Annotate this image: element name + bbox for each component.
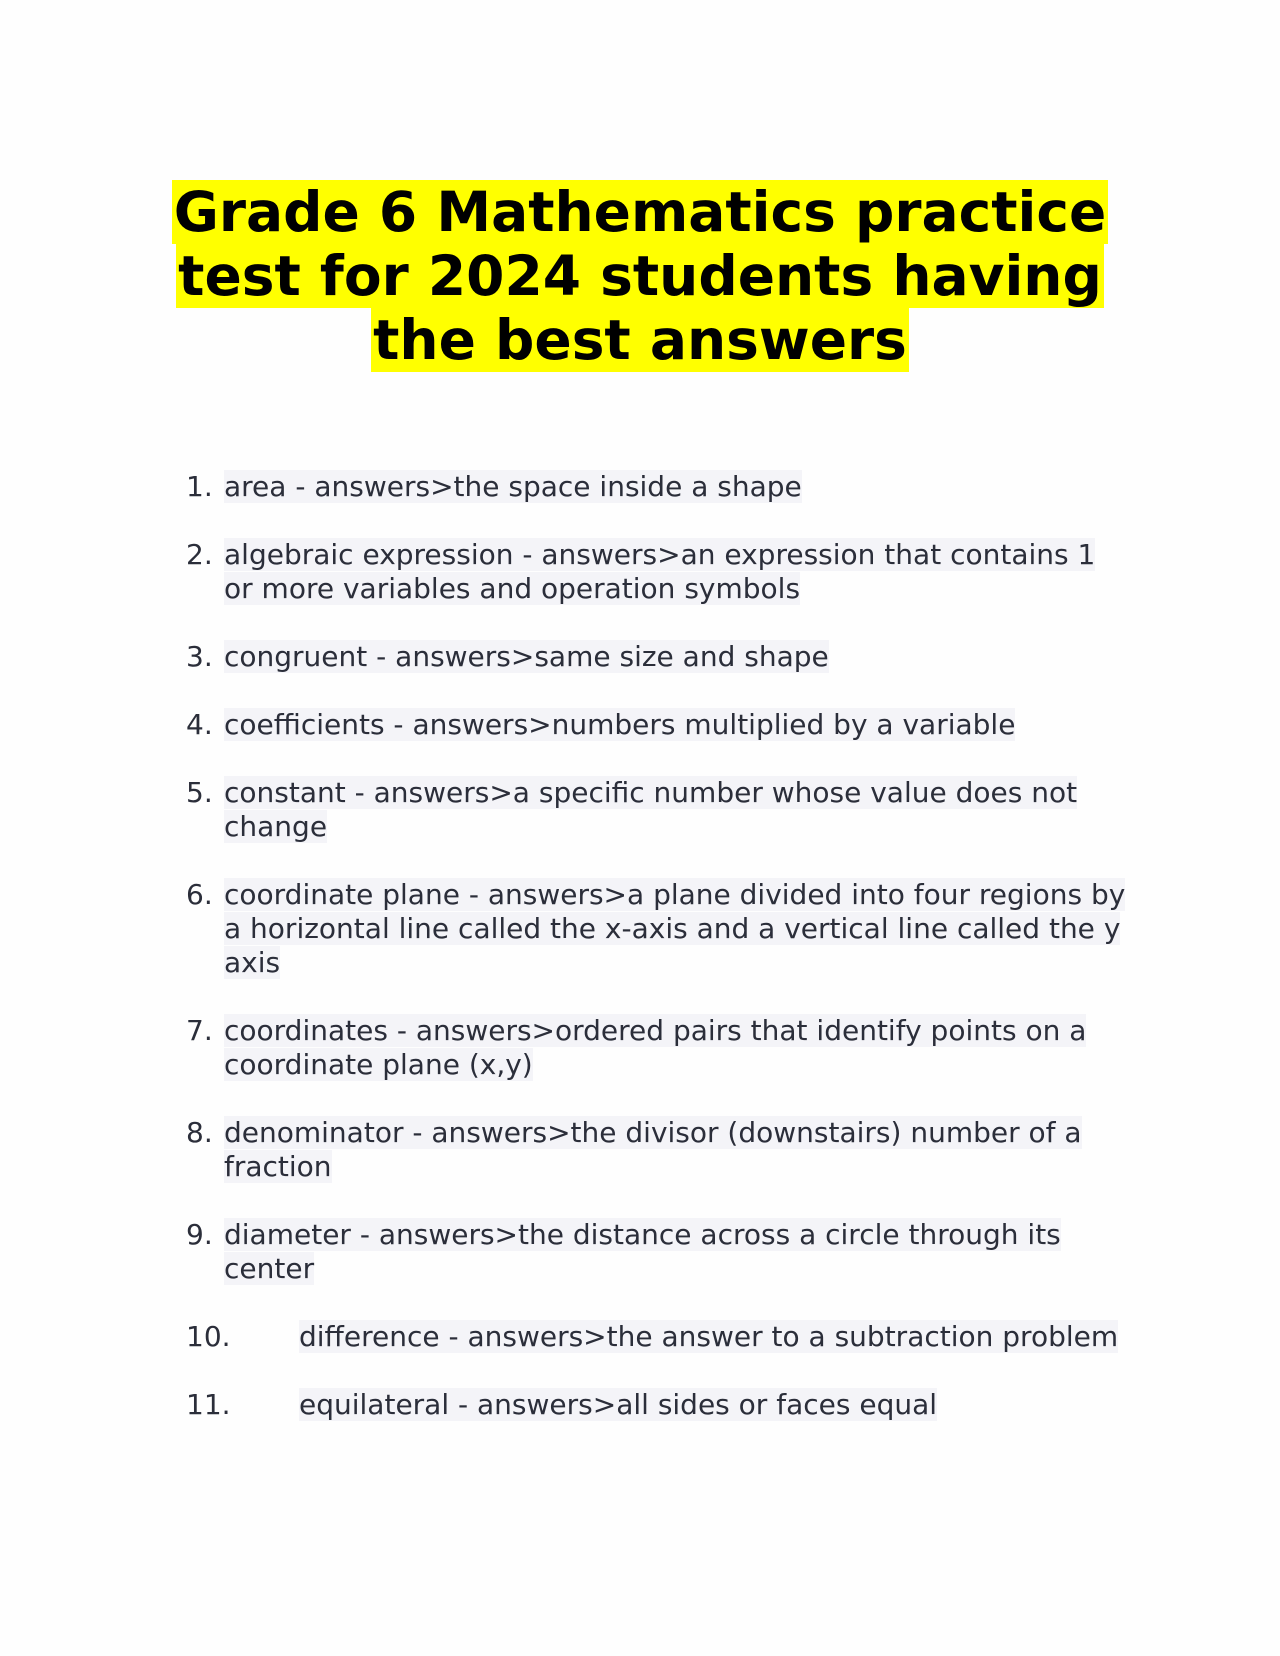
list-item bbox=[186, 640, 1126, 674]
item-text: area - answers>the space inside a shape bbox=[224, 470, 802, 503]
item-number: 7. bbox=[186, 1014, 213, 1047]
item-text: algebraic expression - answers>an expression that contains 1 or more variables and operation symbols bbox=[224, 538, 1096, 605]
item-text: diameter - answers>the distance across a circle through its center bbox=[224, 1218, 1061, 1285]
list-item bbox=[186, 878, 1126, 980]
document-title bbox=[150, 180, 1130, 372]
item-number: 1. bbox=[186, 470, 213, 503]
list-item bbox=[186, 1320, 1126, 1354]
item-text: difference - answers>the answer to a subtraction problem bbox=[299, 1320, 1119, 1353]
item-number: 10. bbox=[186, 1320, 231, 1353]
list-item bbox=[186, 776, 1126, 844]
item-number: 11. bbox=[186, 1388, 231, 1421]
item-text: congruent - answers>same size and shape bbox=[224, 640, 829, 673]
item-number: 9. bbox=[186, 1218, 213, 1251]
item-number: 8. bbox=[186, 1116, 213, 1149]
glossary-list bbox=[186, 470, 1126, 1456]
item-text: denominator - answers>the divisor (downstairs) number of a fraction bbox=[224, 1116, 1082, 1183]
list-item bbox=[186, 1218, 1126, 1286]
item-text: coordinate plane - answers>a plane divided into four regions by a horizontal line called the x-axis and a vertical line called the y axis bbox=[224, 878, 1126, 979]
list-item bbox=[186, 470, 1126, 504]
item-number: 2. bbox=[186, 538, 213, 571]
item-number: 5. bbox=[186, 776, 213, 809]
item-text: equilateral - answers>all sides or faces equal bbox=[299, 1388, 938, 1421]
item-number: 4. bbox=[186, 708, 213, 741]
list-item bbox=[186, 538, 1126, 606]
list-item bbox=[186, 1014, 1126, 1082]
item-number: 3. bbox=[186, 640, 213, 673]
list-item bbox=[186, 708, 1126, 742]
title-text: Grade 6 Mathematics practice test for 2024 students having the best answers bbox=[173, 180, 1107, 372]
list-item bbox=[186, 1116, 1126, 1184]
list-item bbox=[186, 1388, 1126, 1422]
item-text: coefficients - answers>numbers multiplied by a variable bbox=[224, 708, 1016, 741]
item-text: constant - answers>a specific number whose value does not change bbox=[224, 776, 1078, 843]
item-text: coordinates - answers>ordered pairs that identify points on a coordinate plane (x,y) bbox=[224, 1014, 1087, 1081]
item-number: 6. bbox=[186, 878, 213, 911]
